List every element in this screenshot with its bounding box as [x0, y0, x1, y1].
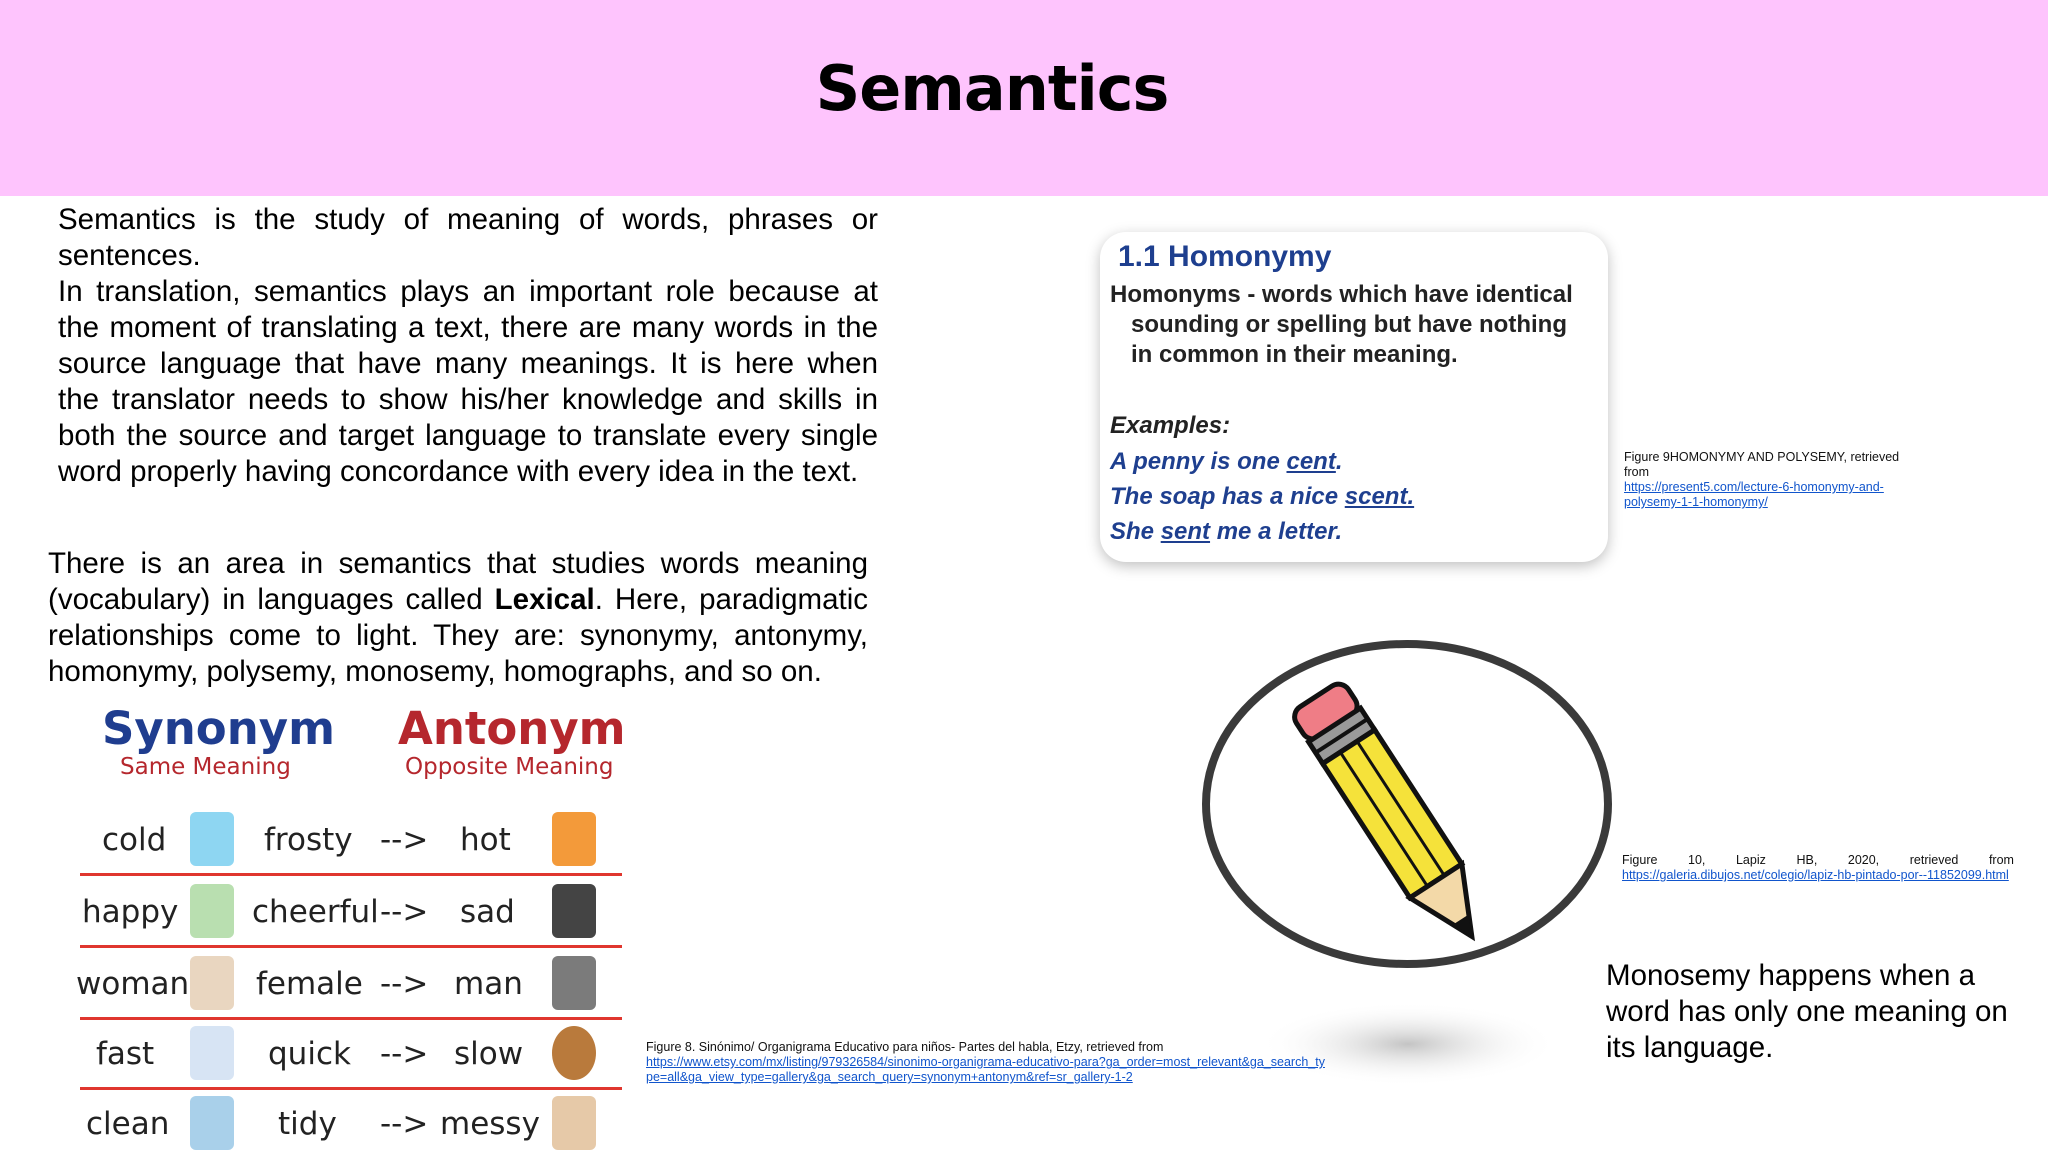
lexical-term: Lexical [494, 583, 595, 616]
lexical-text-before: There is an area in semantics that studies words meaning (vocabulary) in languages called [48, 547, 868, 616]
man-icon [552, 956, 596, 1010]
happy-person-icon [190, 884, 234, 938]
arrow: --> [380, 1036, 429, 1072]
homonymy-definition [1110, 280, 1605, 370]
figure-10-link[interactable]: https://galeria.dibujos.net/colegio/lapiz-hb-pintado-por--11852099.html [1622, 868, 2009, 882]
figure-9-link[interactable]: https://present5.com/lecture-6-homonymy-and-polysemy-1-1-homonymy/ [1624, 480, 1884, 509]
intro-sentence-1: Semantics is the study of meaning of words, phrases or sentences. [58, 203, 878, 272]
chart-row [72, 1090, 632, 1160]
pencil-illustration [1196, 636, 1616, 1096]
figure-8-link[interactable]: https://www.etsy.com/mx/listing/979326584/sinonimo-organigrama-educativo-para?ga_order=most_relevant&ga_search_type=all&ga_view_type=gallery&ga_search_query=synonym+antonym&ref=sr_gallery-1-2 [646, 1055, 1325, 1084]
example-2: The soap has a nice scent. [1110, 483, 1415, 510]
messy-icon [552, 1096, 596, 1150]
monosemy-text: Monosemy happens when a word has only one meaning on its language. [1606, 959, 2008, 1064]
word-a: fast [96, 1036, 155, 1072]
synonym-title: Synonym [102, 702, 335, 755]
slide-title-text: Semantics [815, 52, 1169, 125]
snowman-icon [190, 812, 234, 866]
examples-label: Examples: [1110, 412, 1231, 439]
figure-8-caption [646, 1040, 1326, 1085]
arrow: --> [380, 894, 429, 930]
slide-title [0, 52, 2048, 125]
homonymy-figure [1100, 232, 1608, 562]
lexical-text-after: . Here, paradigmatic relationships come to light. They are: synonymy, antonymy, homonymy, polysemy, monosemy, homographs, and so on. [48, 583, 869, 688]
word-a: cold [102, 822, 167, 858]
word-a: happy [82, 894, 179, 930]
definition-line-2: sounding or spelling but have nothing [1131, 311, 1567, 338]
chart-row [72, 1020, 632, 1090]
lexical-paragraph [48, 546, 868, 690]
example-3: She sent me a letter. [1110, 518, 1343, 545]
synonym-subtitle: Same Meaning [120, 754, 291, 780]
homonymy-heading: 1.1 Homonymy [1118, 240, 1332, 273]
clean-icon [190, 1096, 234, 1150]
word-b: quick [268, 1036, 351, 1072]
word-a: woman [76, 966, 190, 1002]
arrow: --> [380, 1106, 429, 1142]
example-1: A penny is one cent. [1110, 448, 1343, 475]
chart-row [72, 878, 632, 948]
arrow: --> [380, 822, 429, 858]
intro-paragraph [58, 202, 878, 490]
snail-icon [552, 1026, 596, 1080]
woman-icon [190, 956, 234, 1010]
word-b: female [256, 966, 363, 1002]
definition-line-3: in common in their meaning. [1131, 341, 1458, 368]
running-kids-icon [190, 1026, 234, 1080]
fire-icon [552, 812, 596, 866]
word-c: man [454, 966, 523, 1002]
chart-row [72, 806, 632, 876]
word-a: clean [86, 1106, 170, 1142]
arrow: --> [380, 966, 429, 1002]
definition-line-1: Homonyms - words which have identical [1110, 281, 1573, 308]
figure-10-caption-text: Figure 10, Lapiz HB, 2020, retrieved from [1622, 853, 2014, 867]
chart-row [72, 950, 632, 1020]
word-c: slow [454, 1036, 524, 1072]
word-b: cheerful [252, 894, 379, 930]
word-c: sad [460, 894, 515, 930]
intro-sentence-2: In translation, semantics plays an important role because at the moment of translating a text, there are many words in the source language that have many meanings. It is here when the translator needs to show his/her knowledge and skills in both the source and target language to translate every single word properly having concordance with every idea in the text. [58, 275, 878, 488]
word-b: frosty [264, 822, 353, 858]
word-c: messy [440, 1106, 540, 1142]
figure-9-caption [1624, 450, 1924, 510]
figure-8-caption-text: Figure 8. Sinónimo/ Organigrama Educativo para niños- Partes del habla, Etzy, retrieved from [646, 1040, 1164, 1054]
mouse-character-icon [552, 884, 596, 938]
figure-10-caption [1622, 853, 2014, 883]
antonym-title: Antonym [398, 702, 626, 755]
antonym-subtitle: Opposite Meaning [405, 754, 614, 780]
figure-9-caption-text: Figure 9HOMONYMY AND POLYSEMY, retrieved from [1624, 450, 1900, 479]
word-c: hot [460, 822, 511, 858]
row-divider [80, 873, 622, 876]
word-b: tidy [278, 1106, 337, 1142]
synonym-antonym-chart [72, 700, 632, 1142]
row-divider [80, 945, 622, 948]
